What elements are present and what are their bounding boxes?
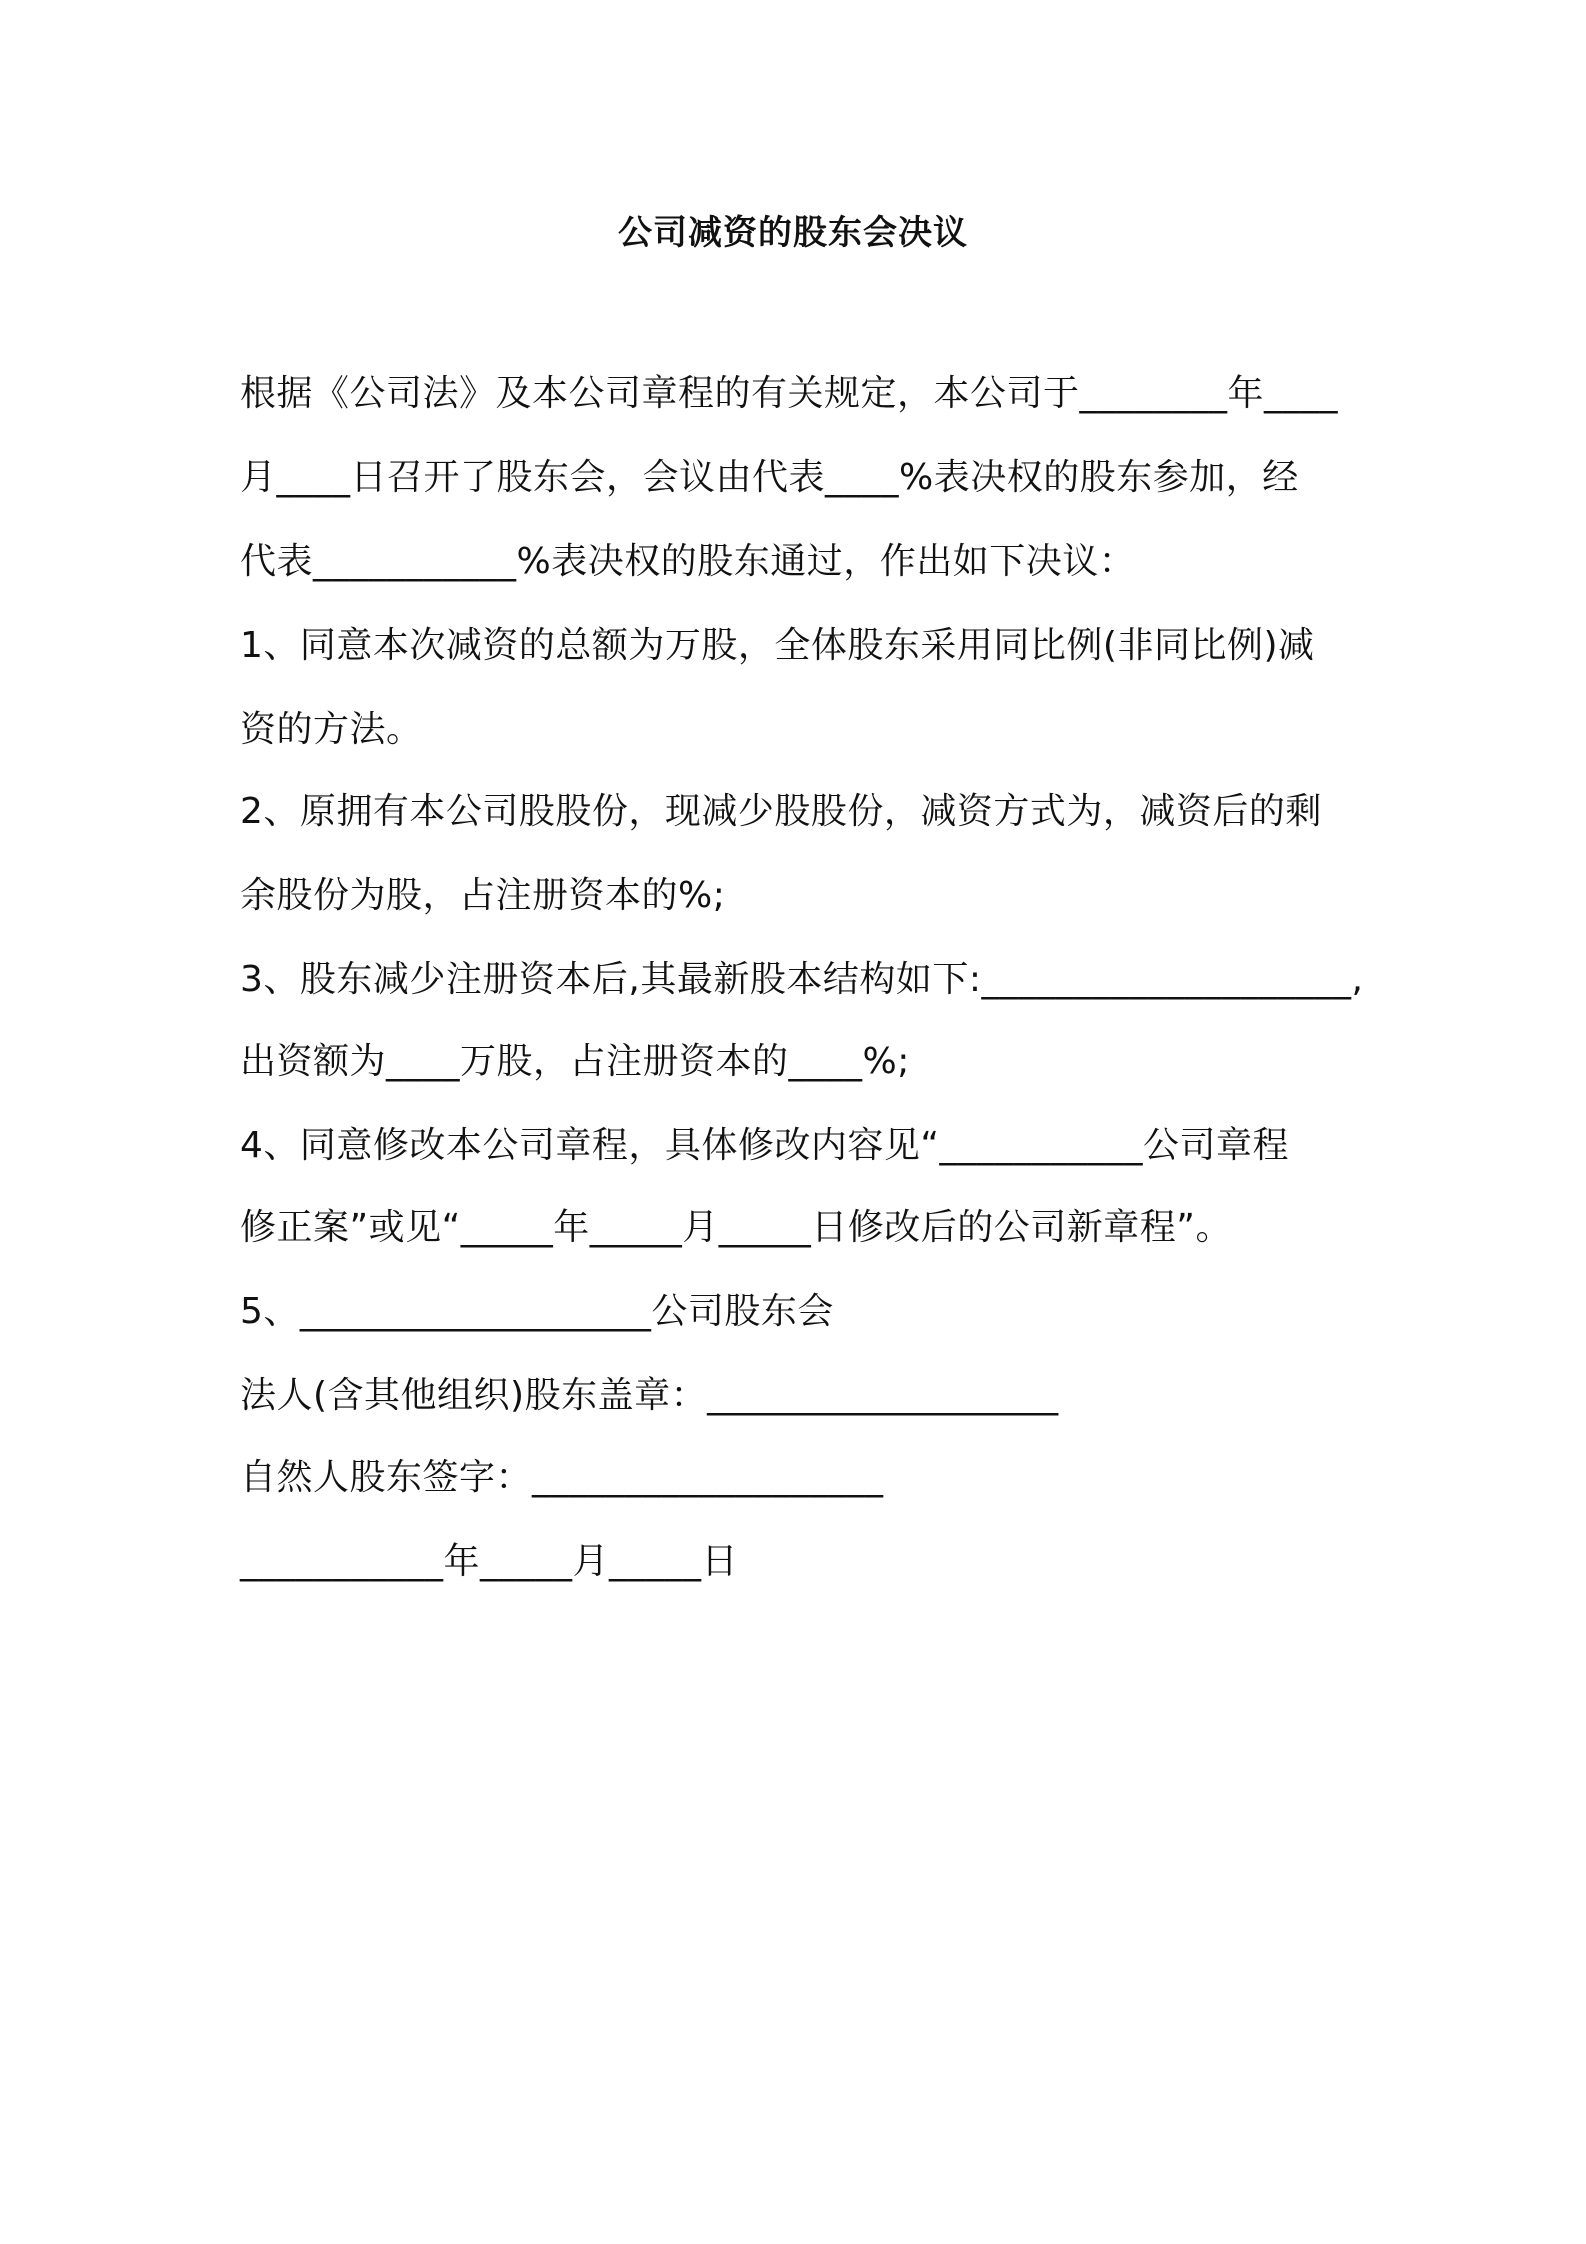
body-line: 月____日召开了股东会，会议由代表____%表决权的股东参加，经 (240, 457, 1299, 498)
body-line: 修正案”或见“_____年_____月_____日修改后的公司新章程”。 (240, 1207, 1232, 1248)
body-line: 2、原拥有本公司股股份，现减少股股份，减资方式为，减资后的剩 (240, 791, 1322, 832)
body-line: 4、同意修改本公司章程，具体修改内容见“___________公司章程 (240, 1125, 1290, 1166)
body-line: 余股份为股，占注册资本的%; (240, 875, 726, 916)
body-line: 根据《公司法》及本公司章程的有关规定，本公司于________年____ (240, 373, 1339, 414)
body-line: 代表___________%表决权的股东通过，作出如下决议： (240, 541, 1136, 582)
body-line: 出资额为____万股，占注册资本的____%; (240, 1041, 910, 1082)
body-line: 5、___________________公司股东会 (240, 1291, 834, 1332)
document-title: 公司减资的股东会决议 (618, 213, 968, 253)
body-line: 1、同意本次减资的总额为万股，全体股东采用同比例(非同比例)减 (240, 625, 1315, 666)
body-line: ___________年_____月_____日 (240, 1541, 738, 1582)
body-line: 法人(含其他组织)股东盖章：___________________ (240, 1375, 1059, 1416)
body-line: 3、股东减少注册资本后,其最新股本结构如下:____________________, (240, 959, 1364, 1000)
body-line: 资的方法。 (240, 709, 423, 750)
body-line: 自然人股东签字：___________________ (240, 1457, 884, 1498)
